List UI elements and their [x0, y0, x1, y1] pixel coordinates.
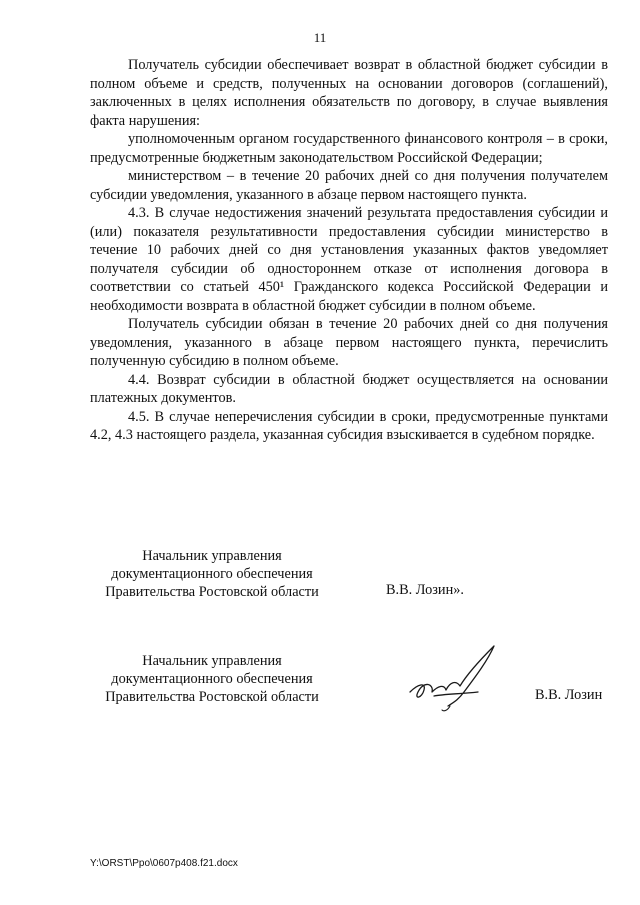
paragraph: 4.4. Возврат субсидии в областной бюджет осуществляется на основании платежных документов. — [90, 371, 608, 406]
paragraph: министерством – в течение 20 рабочих дней со дня получения получателем субсидии уведомления, указанного в абзаце первом настоящего пункта. — [90, 168, 608, 203]
page-number: 11 — [313, 30, 327, 45]
paragraph: Получатель субсидии обязан в течение 20 рабочих дней со дня получения уведомления, указанного в абзаце первом настоящего пункта, перечислить полученную субсидию в полном объеме. — [90, 316, 608, 369]
paragraph: 4.5. В случае неперечисления субсидии в сроки, предусмотренные пунктами 4.2, 4.3 настоящего раздела, указанная субсидия взыскивается в судебном порядке. — [90, 408, 608, 443]
paragraph: 4.3. В случае недостижения значений результата предоставления субсидии и (или) показателя результативности предоставления субсидии министерство в течение 10 рабочих дней со дня установления указанных фактов уведомляет получателя субсидии об одностороннем отказе от исполнения договора в соответствии со статьей 450¹ Гражданского кодекса Российской Федерации и необходимости возврата в областной бюджет субсидии в полном объеме. — [90, 205, 608, 314]
document-body — [90, 56, 608, 445]
signature-title-line: Начальник управления — [142, 653, 282, 669]
signature-title-line: Начальник управления — [142, 548, 282, 564]
signature-title-line: Правительства Ростовской области — [105, 689, 319, 705]
signatory-name: В.В. Лозин». — [386, 582, 464, 598]
file-path-footer: Y:\ORST\Ppo\0607p408.f21.docx — [90, 858, 238, 869]
paragraph: уполномоченным органом государственного финансового контроля – в сроки, предусмотренные бюджетным законодательством Российской Федерации; — [90, 131, 608, 166]
signature-title-line: документационного обеспечения — [111, 566, 313, 582]
signature-block-title — [92, 547, 332, 601]
signature-block-title — [92, 652, 332, 706]
signature-title-line: документационного обеспечения — [111, 671, 313, 687]
signature-title-line: Правительства Ростовской области — [105, 584, 319, 600]
signatory-name: В.В. Лозин — [535, 687, 603, 703]
handwritten-signature-icon — [404, 640, 514, 720]
paragraph: Получатель субсидии обеспечивает возврат в областной бюджет субсидии в полном объеме и средств, полученных на основании договоров (соглашений), заключенных в целях исполнения обязательств по договору, в случае выявления факта нарушения: — [90, 57, 608, 129]
